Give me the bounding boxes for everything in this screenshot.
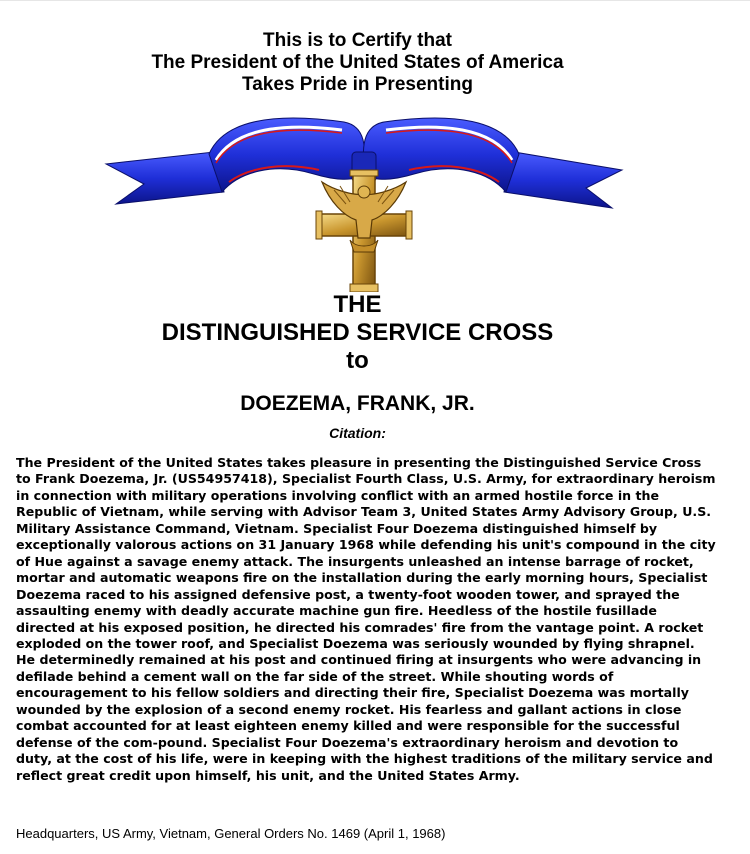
general-orders: Headquarters, US Army, Vietnam, General Orders No. 1469 (April 1, 1968) — [16, 826, 446, 841]
citation-text: The President of the United States takes pleasure in presenting the Distinguished Service Cross to Frank Doezema, Jr. (US54957418), Specialist Fourth Class, U.S. Army, for extraordinary heroism in connection with military operations involving conflict with an armed hostile force in the Republic of Vietnam, while serving with Advisor Team 3, United States Army Advisory Group, U.S. Military Assistance Command, Vietnam. Specialist Four Doezema distinguished himself by exceptionally valorous actions on 31 January 1968 while defending his unit's compound in the city of Hue against a savage enemy attack. The insurgents unleashed an intense barrage of rocket, mortar and automatic weapons fire on the installation during the early morning hours, Specialist Doezema raced to his assigned defensive post, a twenty-foot wooden tower, and sprayed the assaulting enemy with deadly accurate machine gun fire. Heedless of the hostile fusillade directed at his exposed position, he directed his comrades' fire from the vantage point. A rocket exploded on the tower roof, and Specialist Doezema was seriously wounded by flying shrapnel. He determinedly remained at his post and continued firing at insurgents who were advancing in defilade behind a cement wall on the far side of the street. While shouting words of encouragement to his fellow soldiers and directing their fire, Specialist Doezema was mortally wounded by the explosion of a second enemy rocket. His fearless and gallant actions in close combat accounted for at least eighteen enemy killed and were responsible for the successful defense of the com-pound. Specialist Four Doezema's extraordinary heroism and devotion to duty, at the cost of his life, were in keeping with the highest traditions of the military service and reflect great credit upon himself, his unit, and the United States Army. — [16, 455, 716, 783]
distinguished-service-cross-medal-icon — [104, 112, 624, 292]
certificate-header — [0, 30, 715, 96]
award-name: DISTINGUISHED SERVICE CROSS — [161, 319, 554, 346]
header-line-certify: This is to Certify that — [263, 30, 452, 51]
citation-label: Citation: — [329, 425, 386, 441]
award-title — [0, 291, 715, 375]
award-the: THE — [333, 291, 382, 318]
header-line-presenting: Takes Pride in Presenting — [242, 74, 473, 95]
recipient-name: DOEZEMA, FRANK, JR. — [240, 392, 475, 415]
award-to: to — [346, 347, 369, 374]
top-border — [0, 0, 750, 1]
header-line-president: The President of the United States of America — [151, 52, 564, 73]
